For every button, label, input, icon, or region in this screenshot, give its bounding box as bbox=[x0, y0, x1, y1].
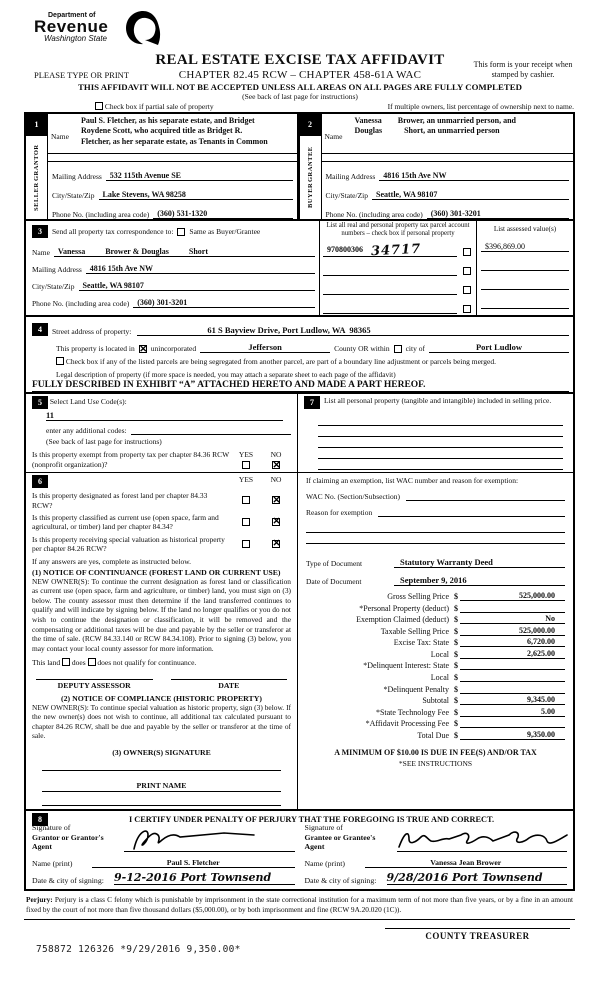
dollar-sign: $ bbox=[454, 673, 458, 683]
section1-number: 1 bbox=[26, 114, 47, 136]
excise-tax-state-row bbox=[306, 636, 565, 648]
parcel-handwritten: 34717 bbox=[370, 242, 422, 260]
seller-band bbox=[26, 114, 48, 219]
affidavit-processing-fee-row bbox=[306, 717, 565, 729]
exempt-yes-col bbox=[231, 450, 261, 470]
forest-yes-checkbox bbox=[242, 496, 250, 504]
corr-city-label: City/State/Zip bbox=[32, 282, 75, 291]
fin-label-12: Total Due bbox=[417, 731, 449, 741]
sec6-no-caption: NO bbox=[270, 475, 282, 485]
grantor-date-label: Date & city of signing: bbox=[32, 876, 104, 886]
assessed-2-blank bbox=[481, 270, 569, 271]
additional-codes-blank bbox=[131, 434, 291, 435]
same-as-buyer-checkbox bbox=[177, 228, 185, 236]
receipt-note: This form is your receipt when stamped by cashier. bbox=[473, 60, 573, 79]
personal-property-section bbox=[298, 394, 573, 473]
fin-label-8: *Delinquent Penalty bbox=[383, 684, 449, 694]
does-not-checkbox bbox=[88, 658, 96, 666]
grantor-sig-label-line2: Grantor or Grantor's Agent bbox=[32, 832, 104, 852]
exemption-intro: If claiming an exemption, list WAC number and reason for exemption: bbox=[306, 476, 519, 486]
current-use-yes-checkbox bbox=[242, 518, 250, 526]
dollar-sign: $ bbox=[454, 661, 458, 671]
print-name-line bbox=[42, 792, 281, 806]
grantee-signature-row bbox=[304, 822, 568, 852]
corr-name-label: Name bbox=[32, 248, 50, 257]
fin-label-0: Gross Selling Price bbox=[387, 591, 449, 601]
buyer-gap-row bbox=[322, 154, 574, 162]
exemption-claimed-row bbox=[306, 613, 565, 625]
seller-grantor-label bbox=[33, 136, 40, 219]
buyer-band bbox=[300, 114, 322, 219]
fin-value-9: 9,345.00 bbox=[460, 695, 565, 705]
pp-blank-4 bbox=[318, 448, 563, 459]
grantor-name-print-value: Paul S. Fletcher bbox=[92, 858, 295, 868]
yes-caption: YES bbox=[238, 450, 254, 460]
dollar-sign: $ bbox=[454, 638, 458, 648]
certification-section bbox=[26, 811, 573, 889]
grantee-name-print-label: Name (print) bbox=[304, 859, 345, 869]
grantee-word: GRANTEE bbox=[306, 146, 314, 183]
form-box bbox=[24, 112, 575, 891]
grantor-name-print-label: Name (print) bbox=[32, 859, 73, 869]
land-use-section bbox=[26, 394, 297, 473]
buyer-phone-label: Phone No. (including area code) bbox=[325, 210, 423, 219]
seller-phone-label: Phone No. (including area code) bbox=[52, 210, 150, 219]
section2-number: 2 bbox=[300, 114, 321, 136]
reason-blank-1 bbox=[306, 522, 565, 533]
qualify-row bbox=[32, 658, 291, 667]
buyer-name-row bbox=[322, 114, 574, 154]
see-instructions-note: *SEE INSTRUCTIONS bbox=[398, 759, 473, 769]
seller-name-label: Name bbox=[51, 132, 69, 141]
fin-label-2: Exemption Claimed (deduct) bbox=[356, 615, 449, 625]
date-of-document-label: Date of Document bbox=[306, 577, 362, 587]
seller-name-line1: Paul S. Fletcher, as his separate estate, and Bridget bbox=[81, 116, 255, 125]
delinquent-interest-local-row bbox=[306, 670, 565, 682]
seller-city-row bbox=[48, 181, 297, 200]
assessed-row-3 bbox=[481, 271, 569, 290]
seller-city-label: City/State/Zip bbox=[52, 191, 95, 200]
section4-number: 4 bbox=[32, 323, 48, 336]
seller-section bbox=[26, 114, 300, 219]
dor-logo bbox=[34, 12, 108, 43]
land-use-header bbox=[32, 396, 291, 409]
segregated-label: Check box if any of the listed parcels are being segregated from another parcel, are part of a boundary line adjustment or parcels being merged. bbox=[65, 357, 496, 367]
sec7-header bbox=[304, 396, 565, 409]
unincorporated-label: unincorporated bbox=[150, 344, 197, 354]
correspondence-header bbox=[32, 223, 315, 240]
same-as-buyer-label: Same as Buyer/Grantee bbox=[189, 227, 261, 236]
buyer-mailing-value: 4816 15th Ave NW bbox=[379, 171, 569, 181]
dollar-sign: $ bbox=[454, 719, 458, 729]
fin-label-1: *Personal Property (deduct) bbox=[359, 603, 449, 613]
buyer-city-row bbox=[322, 181, 574, 200]
taxable-selling-price-row bbox=[306, 624, 565, 636]
grantee-sig-label-line1: Signature of bbox=[304, 822, 343, 832]
fin-label-7: Local bbox=[430, 673, 449, 683]
grantee-signature-block bbox=[304, 822, 568, 886]
seller-mailing-label: Mailing Address bbox=[52, 172, 102, 181]
send-correspondence-label: Send all property tax correspondence to: bbox=[52, 227, 174, 236]
pp-blank-3 bbox=[318, 437, 563, 448]
buyer-word: BUYER bbox=[306, 183, 314, 209]
buyer-city-label: City/State/Zip bbox=[325, 191, 368, 200]
historical-no-checkbox bbox=[272, 540, 280, 548]
date-of-document-row bbox=[298, 568, 573, 586]
pre-table-row bbox=[0, 100, 600, 112]
seller-word: SELLER bbox=[33, 181, 40, 211]
parcel-4-personal-checkbox bbox=[463, 305, 471, 313]
left-column bbox=[26, 394, 298, 809]
grantor-word: GRANTOR bbox=[33, 144, 40, 181]
grantee-sig-label-line2: Grantee or Grantee's Agent bbox=[304, 832, 376, 852]
current-use-no-checkbox bbox=[272, 518, 280, 526]
exempt-question-block bbox=[32, 450, 291, 470]
state-technology-fee-row bbox=[306, 705, 565, 717]
grantee-date-label: Date & city of signing: bbox=[304, 876, 377, 886]
does-not-label: does not qualify for continuance. bbox=[97, 657, 197, 667]
parcel-row-4 bbox=[323, 295, 473, 314]
sec6-instruction: If any answers are yes, complete as instructed below. bbox=[32, 556, 192, 566]
grantee-name-print-value: Vanessa Jean Brower bbox=[365, 858, 568, 868]
correspondence-section bbox=[26, 221, 573, 317]
fin-value-5: 2,625.00 bbox=[460, 649, 565, 659]
parcel-2-blank bbox=[323, 275, 457, 276]
excise-tax-local-row bbox=[306, 647, 565, 659]
fin-label-3: Taxable Selling Price bbox=[380, 626, 449, 636]
seller-mailing-row bbox=[48, 162, 297, 181]
gross-selling-price-row bbox=[306, 589, 565, 601]
print-name-label: PRINT NAME bbox=[42, 771, 281, 792]
cashier-receipt-stamp: 758872 126326 *9/29/2016 9,350.00* bbox=[36, 944, 241, 955]
dollar-sign: $ bbox=[454, 603, 458, 613]
buyer-name-value bbox=[355, 116, 571, 152]
historical-question-row bbox=[32, 535, 291, 554]
parcel-2-personal-checkbox bbox=[463, 267, 471, 275]
fin-value-6 bbox=[460, 669, 565, 670]
reason-value bbox=[378, 516, 565, 517]
fin-value-7 bbox=[460, 681, 565, 682]
exempt-no-checkbox bbox=[272, 461, 280, 469]
type-of-document-label: Type of Document bbox=[306, 559, 363, 569]
historical-question: Is this property receiving special valuation as historical property per chapter 84.26 RCW? bbox=[32, 534, 225, 554]
section7-number: 7 bbox=[304, 396, 320, 409]
parcel-row-1 bbox=[323, 238, 473, 260]
grantee-sig-label bbox=[305, 823, 397, 852]
classification-section bbox=[26, 473, 297, 809]
pp-blank-2 bbox=[318, 426, 563, 437]
form-title: REAL ESTATE EXCISE TAX AFFIDAVIT bbox=[155, 52, 445, 68]
grantor-signature bbox=[124, 825, 284, 855]
street-address-label: Street address of property: bbox=[52, 327, 132, 337]
dollar-sign: $ bbox=[454, 731, 458, 741]
exempt-no-col bbox=[261, 450, 291, 470]
header bbox=[0, 0, 600, 100]
logo-revenue: Revenue bbox=[34, 17, 109, 36]
wac-label: WAC No. (Section/Subsection) bbox=[306, 492, 400, 502]
buyer-phone-value: (360) 301-3201 bbox=[427, 209, 569, 219]
grantor-date-row bbox=[32, 868, 295, 885]
fin-value-8 bbox=[460, 693, 565, 694]
does-label: does bbox=[71, 657, 86, 667]
buyer-name-line1: Vanessa Brower, an unmarried person, and bbox=[354, 116, 517, 125]
grantor-signature-row bbox=[32, 822, 295, 852]
fin-value-12: 9,350.00 bbox=[460, 730, 565, 740]
county-treasurer-label: COUNTY TREASURER bbox=[385, 928, 570, 941]
delinquent-interest-state-row bbox=[306, 659, 565, 671]
parcel-printed: 970800306 bbox=[327, 245, 363, 255]
additional-codes-row bbox=[46, 421, 291, 435]
additional-codes-label: enter any additional codes: bbox=[46, 426, 127, 436]
fin-value-1 bbox=[460, 612, 565, 613]
street-address-row bbox=[32, 319, 569, 336]
grantor-date-value: 9-12-2016 Port Townsend bbox=[114, 871, 295, 885]
located-prefix: This property is located in bbox=[56, 344, 135, 354]
middle-two-column bbox=[26, 394, 573, 811]
corr-city-value: Seattle, WA 98107 bbox=[79, 281, 316, 291]
no-caption: NO bbox=[270, 450, 282, 460]
assessor-date-label: DATE bbox=[171, 679, 288, 690]
land-use-code-value: 11 bbox=[46, 410, 283, 421]
dollar-sign: $ bbox=[454, 626, 458, 636]
type-or-print-note: PLEASE TYPE OR PRINT bbox=[34, 70, 130, 80]
parcel-4-blank bbox=[323, 313, 457, 314]
assessed-row-1 bbox=[481, 233, 569, 252]
legal-description-label: Legal description of property (if more space is needed, you may attach a separate sheet to each page of the affidavit) bbox=[56, 370, 396, 380]
fin-label-6: *Delinquent Interest: State bbox=[363, 661, 449, 671]
city-value: Port Ludlow bbox=[429, 342, 569, 353]
partial-sale-label: Check box if partial sale of property bbox=[104, 102, 214, 111]
perjury-paragraph bbox=[24, 893, 575, 920]
grantee-signature bbox=[397, 825, 577, 855]
grantee-date-row bbox=[305, 868, 568, 885]
fin-value-0: 525,000.00 bbox=[460, 591, 565, 601]
seller-name-value bbox=[81, 116, 294, 152]
personal-property-deduct-row bbox=[306, 601, 565, 613]
owners-signature-line bbox=[42, 757, 281, 771]
minimum-due-notice: A MINIMUM OF $10.00 IS DUE IN FEE(S) AND/OR TAX bbox=[334, 748, 537, 758]
grantee-signature-line bbox=[397, 828, 568, 852]
compliance-title: (2) NOTICE OF COMPLIANCE (HISTORIC PROPERTY) bbox=[61, 693, 262, 703]
fin-value-2: No bbox=[460, 614, 565, 624]
total-due-row bbox=[306, 728, 565, 740]
corr-mailing-value: 4816 15th Ave NW bbox=[86, 264, 315, 274]
county-value: Jefferson bbox=[200, 342, 330, 353]
fin-label-9: Subtotal bbox=[422, 696, 449, 706]
partial-sale-checkbox bbox=[95, 102, 103, 110]
continuance-text: NEW OWNER(S): To continue the current designation as forest land or classification as current use (open space, farm and agriculture, or timber) land, you must sign on (3) below. The county assessor must then determine if the land transferred continues to qualify and will indicate by signing below. If the land no longer qualifies or you do not wish to continue the designation or classification, it will be removed and the compensating or additional taxes will be due and payable by the seller or transferor at the time of sale. (RCW 84.33.140 or RCW 84.34.108). Prior to signing (3) below, you may contact your local county assessor for more information. bbox=[32, 576, 291, 653]
grantor-sig-label bbox=[32, 823, 124, 852]
logo-department-of: Department of bbox=[48, 12, 96, 19]
dollar-sign: $ bbox=[454, 591, 458, 601]
parcel-numbers-column bbox=[319, 221, 477, 315]
corr-name-value: Vanessa Brower & Douglas Short bbox=[54, 247, 315, 257]
fin-value-11 bbox=[460, 727, 565, 728]
deputy-assessor-label: DEPUTY ASSESSOR bbox=[36, 679, 153, 690]
compliance-text: NEW OWNER(S): To continue special valuation as historic property, sign (3) below. If the new owner(s) does not wish to continue, all additional tax calculated pursuant to chapter 84.26 RCW, shall be due and payable by the seller or transferor at the time of sale. bbox=[32, 702, 291, 741]
buyer-section bbox=[300, 114, 574, 219]
assessed-values-header: List assessed value(s) bbox=[493, 225, 557, 233]
fin-label-10: *State Technology Fee bbox=[375, 707, 449, 717]
buyer-mailing-row bbox=[322, 162, 574, 181]
warning-line: THIS AFFIDAVIT WILL NOT BE ACCEPTED UNLESS ALL AREAS ON ALL PAGES ARE FULLY COMPLETED bbox=[78, 82, 522, 92]
segregated-checkbox bbox=[56, 357, 64, 365]
right-column bbox=[298, 394, 573, 809]
buyer-grantee-label bbox=[307, 136, 314, 219]
seller-mailing-value: 532 115th Avenue SE bbox=[106, 171, 293, 181]
exempt-yes-checkbox bbox=[242, 461, 250, 469]
section3-number: 3 bbox=[32, 225, 48, 238]
parcel-3-personal-checkbox bbox=[463, 286, 471, 294]
forest-land-question-row bbox=[32, 491, 291, 510]
segregated-row bbox=[32, 353, 569, 366]
parcel-row-2 bbox=[323, 257, 473, 276]
located-in-row bbox=[32, 336, 569, 353]
buyer-mailing-label: Mailing Address bbox=[325, 172, 376, 181]
seller-phone-value: (360) 531-1320 bbox=[153, 209, 292, 219]
financial-block bbox=[298, 586, 573, 740]
corr-city-row bbox=[32, 274, 315, 291]
exemption-block bbox=[298, 473, 573, 546]
fin-value-10: 5.00 bbox=[460, 707, 565, 717]
wac-value bbox=[406, 500, 565, 501]
assessed-value: $396,869.00 bbox=[481, 242, 569, 252]
county-or-label: County OR within bbox=[334, 344, 390, 354]
partial-sale-option bbox=[95, 102, 214, 111]
dollar-sign: $ bbox=[454, 684, 458, 694]
parcel-numbers-header: List all real and personal property tax parcel account numbers – check box if personal property bbox=[326, 222, 470, 238]
grantor-sig-label-line1: Signature of bbox=[32, 822, 71, 832]
sec5-see-back: (See back of last page for instructions) bbox=[46, 437, 162, 447]
land-use-title: Select Land Use Code(s): bbox=[49, 397, 127, 407]
forest-land-question: Is this property designated as forest land per chapter 84.33 RCW? bbox=[32, 491, 208, 510]
exempt-question: Is this property exempt from property tax per chapter 84.36 RCW (nonprofit organization)? bbox=[32, 450, 230, 470]
property-address-section bbox=[26, 317, 573, 394]
buyer-name-label: Name bbox=[324, 132, 343, 141]
fin-value-4: 6,720.00 bbox=[460, 637, 565, 647]
grantor-signature-line bbox=[124, 828, 295, 852]
corr-phone-row bbox=[32, 291, 315, 308]
forest-no-checkbox bbox=[272, 496, 280, 504]
dollar-sign: $ bbox=[454, 707, 458, 717]
corr-phone-label: Phone No. (including area code) bbox=[32, 299, 130, 308]
historical-yes-checkbox bbox=[242, 540, 250, 548]
assessed-row-2 bbox=[481, 252, 569, 271]
reason-row bbox=[306, 501, 565, 517]
dollar-sign: $ bbox=[454, 615, 458, 625]
buyer-name-line2: Douglas Short, an unmarried person bbox=[354, 126, 500, 136]
continuance-title: (1) NOTICE OF CONTINUANCE (FOREST LAND OR CURRENT USE) bbox=[32, 567, 281, 577]
corr-phone-value: (360) 301-3201 bbox=[133, 298, 315, 308]
seller-gap-row bbox=[48, 154, 297, 162]
personal-property-title: List all personal property (tangible and intangible) included in selling price. bbox=[324, 396, 552, 406]
sec6-header bbox=[32, 475, 291, 488]
street-address-value: 61 S Bayview Drive, Port Ludlow, WA 98365 bbox=[137, 325, 569, 336]
perjury-label: Perjury: bbox=[26, 895, 53, 905]
current-use-question-row bbox=[32, 513, 291, 532]
fin-label-4: Excise Tax: State bbox=[393, 638, 449, 648]
subtotal-row bbox=[306, 694, 565, 706]
sec6-yes-caption: YES bbox=[238, 475, 254, 485]
section8-number: 8 bbox=[32, 813, 48, 826]
assessed-values-column bbox=[477, 221, 573, 315]
type-of-document-value: Statutory Warranty Deed bbox=[394, 557, 565, 568]
fin-label-11: *Affidavit Processing Fee bbox=[365, 719, 449, 729]
revenue-swirl-icon bbox=[122, 8, 162, 53]
city-of-label: city of bbox=[405, 344, 425, 354]
seller-phone-row bbox=[48, 200, 297, 219]
assessor-signature-row bbox=[36, 679, 287, 690]
seller-name-line2: Roydene Scott, who acquired title as Bridget R. bbox=[81, 126, 243, 136]
does-checkbox bbox=[62, 658, 70, 666]
parcel-row-3 bbox=[323, 276, 473, 295]
assessed-4-blank bbox=[481, 308, 569, 309]
current-use-question: Is this property classified as current use (open space, farm and agricultural, or timber) land per chapter 84.34? bbox=[32, 513, 219, 532]
corr-mailing-label: Mailing Address bbox=[32, 265, 82, 274]
section5-number: 5 bbox=[32, 396, 48, 409]
reason-blank-2 bbox=[306, 533, 565, 544]
delinquent-penalty-row bbox=[306, 682, 565, 694]
fin-label-5: Local bbox=[430, 649, 449, 659]
dollar-sign: $ bbox=[454, 649, 458, 659]
parties-section bbox=[26, 114, 573, 221]
buyer-phone-row bbox=[322, 200, 574, 219]
buyer-city-value: Seattle, WA 98107 bbox=[372, 190, 569, 200]
legal-description-value: FULLY DESCRIBED IN EXHIBIT “A” ATTACHED HERETO AND MADE A PART HEREOF. bbox=[32, 380, 569, 392]
seller-name-row bbox=[48, 114, 297, 154]
city-of-checkbox bbox=[394, 345, 402, 353]
assessed-3-blank bbox=[481, 289, 569, 290]
section6-number: 6 bbox=[32, 475, 48, 488]
corr-mailing-row bbox=[32, 257, 315, 274]
date-of-document-value: September 9, 2016 bbox=[394, 575, 565, 586]
seller-name-line3: Fletcher, as her separate estate, as Tenants in Common bbox=[81, 136, 268, 146]
certify-statement: I CERTIFY UNDER PENALTY OF PERJURY THAT THE FOREGOING IS TRUE AND CORRECT. bbox=[128, 815, 495, 825]
reason-label: Reason for exemption bbox=[306, 508, 373, 518]
grantor-signature-block bbox=[32, 822, 295, 886]
grantee-date-value: 9/28/2016 Port Townsend bbox=[387, 871, 568, 885]
dollar-sign: $ bbox=[454, 696, 458, 706]
pp-blank-5 bbox=[318, 459, 563, 470]
parcel-number-value bbox=[323, 241, 457, 260]
corr-name-row bbox=[32, 240, 315, 257]
pp-blank-1 bbox=[318, 415, 563, 426]
seller-city-value: Lake Stevens, WA 98258 bbox=[99, 190, 293, 200]
wac-row bbox=[306, 485, 565, 501]
parcel-3-blank bbox=[323, 294, 457, 295]
type-of-document-row bbox=[298, 550, 573, 568]
unincorporated-checkbox bbox=[139, 345, 147, 353]
logo-washington-state: Washington State bbox=[44, 34, 108, 43]
qualify-prefix: This land bbox=[32, 657, 61, 667]
form-subtitle: CHAPTER 82.45 RCW – CHAPTER 458-61A WAC bbox=[178, 69, 422, 81]
owners-signature-label: (3) OWNER(S) SIGNATURE bbox=[112, 748, 211, 758]
assessed-row-4 bbox=[481, 290, 569, 309]
multiple-owners-note: If multiple owners, list percentage of ownership next to name. bbox=[387, 102, 574, 111]
perjury-text: Perjury is a class C felony which is punishable by imprisonment in the state correctional institution for a maximum term of not more than five years, or by a fine in an amount fixed by the court of not more than five thousand dollars ($5,000.00), or by both imprisonment and fine (RCW 9A.20.020 (1C)). bbox=[26, 895, 574, 914]
fin-value-3: 525,000.00 bbox=[460, 626, 565, 636]
see-back-note: (See back of last page for instructions) bbox=[242, 92, 358, 101]
parcel-1-personal-checkbox bbox=[463, 248, 471, 256]
